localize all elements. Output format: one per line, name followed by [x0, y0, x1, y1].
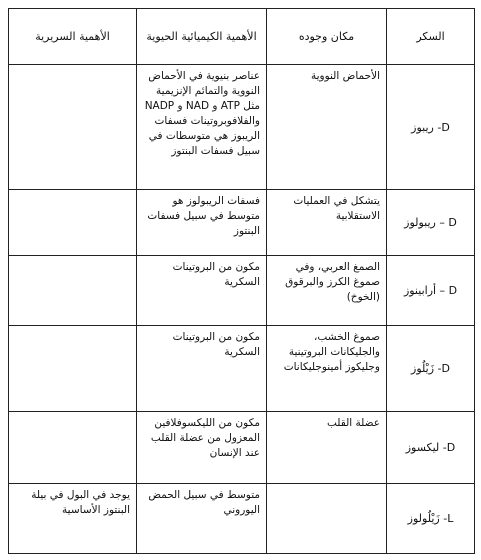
header-location: مكان وجوده: [267, 9, 387, 65]
cell-biochemical: عناصر بنيوية في الأحماض النووية والتمائم الإنزيمية مثل ATP و NAD و NADP والفلافوبروتينات فسفات الريبوز هي متوسطات في سبيل فسفات البنتوز: [137, 65, 267, 190]
cell-location: صموغ الخشب، والجليكانات البروتينية وجليكوز أمينوجليكانات: [267, 326, 387, 412]
table-row: [9, 412, 475, 484]
cell-biochemical: متوسط في سبيل الحمض اليوروني: [137, 484, 267, 554]
table-row: [9, 65, 475, 190]
cell-sugar: D – أرابينوز: [387, 256, 475, 326]
table-header-row: [9, 9, 475, 65]
header-sugar: السكر: [387, 9, 475, 65]
header-clinical-importance: الأهمية السريرية: [9, 9, 137, 65]
cell-clinical: [9, 256, 137, 326]
cell-sugar: D- ريبوز: [387, 65, 475, 190]
cell-clinical: [9, 65, 137, 190]
table-row: [9, 484, 475, 554]
cell-sugar: D- ليكسوز: [387, 412, 475, 484]
cell-location: الأحماض النووية: [267, 65, 387, 190]
cell-biochemical: مكون من البروتينات السكرية: [137, 326, 267, 412]
table-row: [9, 190, 475, 256]
table-row: [9, 256, 475, 326]
cell-location: [267, 484, 387, 554]
cell-location: يتشكل في العمليات الاستقلابية: [267, 190, 387, 256]
cell-clinical: يوجد في البول في بيلة البنتوز الأساسية: [9, 484, 137, 554]
cell-biochemical: فسفات الريبولوز هو متوسط في سبيل فسفات البنتوز: [137, 190, 267, 256]
cell-clinical: [9, 190, 137, 256]
cell-sugar: L- زَيْلُولوز: [387, 484, 475, 554]
cell-sugar: D – ريبولوز: [387, 190, 475, 256]
cell-location: عضلة القلب: [267, 412, 387, 484]
cell-location: الصمغ العربي، وفي صموغ الكرز والبرقوق (الخوخ): [267, 256, 387, 326]
pentose-sugars-table: [8, 8, 475, 554]
cell-clinical: [9, 412, 137, 484]
cell-biochemical: مكون من الليكسوفلافين المعزول من عضلة القلب عند الإنسان: [137, 412, 267, 484]
header-biochemical-importance: الأهمية الكيميائية الحيوية: [137, 9, 267, 65]
cell-biochemical: مكون من البروتينات السكرية: [137, 256, 267, 326]
table-row: [9, 326, 475, 412]
cell-clinical: [9, 326, 137, 412]
cell-sugar: D- زَيْلُوز: [387, 326, 475, 412]
